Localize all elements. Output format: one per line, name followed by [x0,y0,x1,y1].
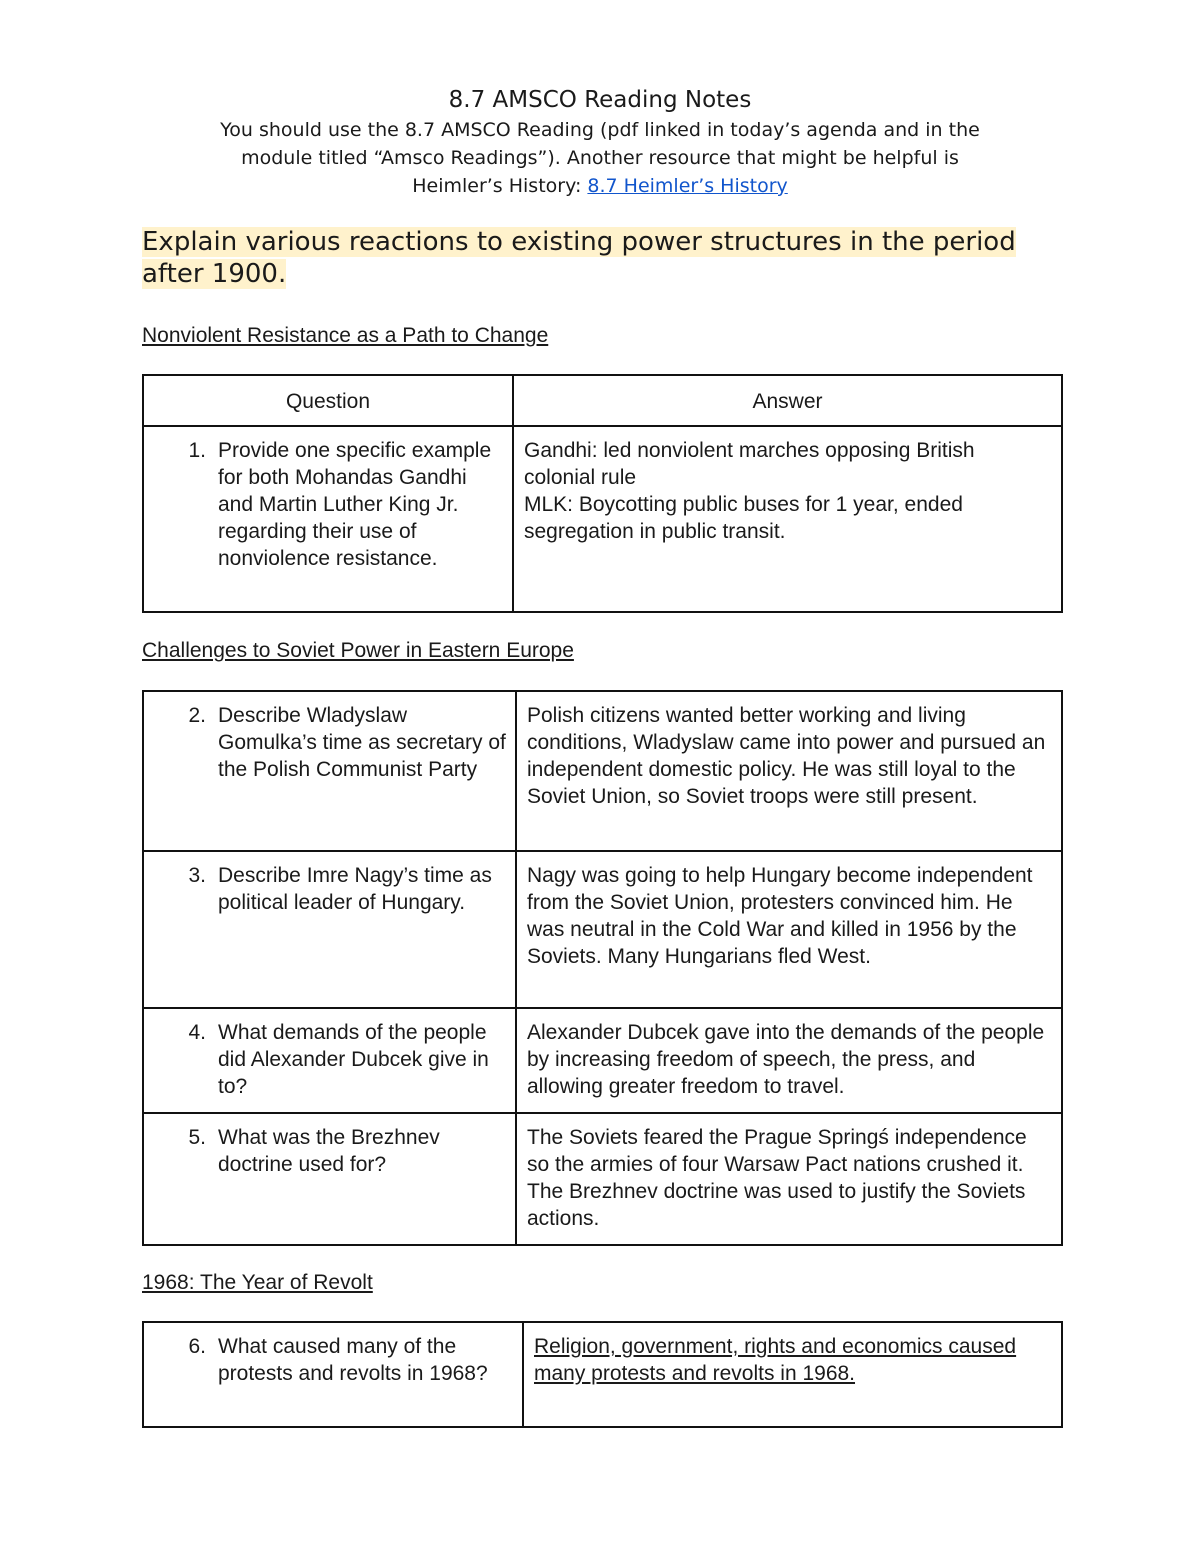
table-row [143,691,1062,851]
answer-cell[interactable]: Polish citizens wanted better working and living conditions, Wladyslaw came into power and pursued an independent domestic policy. He was still loyal to the Soviet Union, so Soviet troops were still present. [516,691,1062,851]
table-row [143,1113,1062,1245]
column-header-question: Question [143,375,513,426]
question-number: 5. [188,1126,206,1149]
document-header [0,84,1200,200]
table-row [143,426,1062,612]
answer-cell[interactable] [513,426,1062,612]
learning-objective [142,226,1022,290]
learning-objective-text: Explain various reactions to existing power structures in the period after 1900. [142,227,1016,289]
question-text: What caused many of the protests and revolts in 1968? [218,1335,488,1385]
table-row [143,851,1062,1008]
question-number: 1. [188,439,206,462]
question-text: What demands of the people did Alexander Dubcek give in to? [218,1021,489,1098]
question-text: Provide one specific example for both Mohandas Gandhi and Martin Luther King Jr. regarding their use of nonviolence resistance. [218,439,492,570]
answer-cell[interactable] [523,1322,1062,1427]
table-header-row [143,375,1062,426]
question-cell [143,691,516,851]
answer-cell[interactable]: Nagy was going to help Hungary become independent from the Soviet Union, protesters convinced him. He was neutral in the Cold War and killed in 1956 by the Soviets. Many Hungarians fled West. [516,851,1062,1008]
table-soviet-power [142,690,1063,1246]
question-text: What was the Brezhnev doctrine used for? [218,1126,440,1176]
question-cell [143,1113,516,1245]
question-number: 2. [188,704,206,727]
section-heading-soviet-power: Challenges to Soviet Power in Eastern Europe [142,639,574,662]
section-heading-nonviolent: Nonviolent Resistance as a Path to Change [142,324,549,347]
answer-cell[interactable]: Alexander Dubcek gave into the demands of the people by increasing freedom of speech, the press, and allowing greater freedom to travel. [516,1008,1062,1113]
question-cell [143,1008,516,1113]
column-header-answer: Answer [513,375,1062,426]
instructions-line-1: You should use the 8.7 AMSCO Reading (pdf linked in today’s agenda and in the [220,119,980,141]
question-text: Describe Wladyslaw Gomulka’s time as secretary of the Polish Communist Party [218,704,506,781]
answer-cell[interactable]: The Soviets feared the Prague Springś independence so the armies of four Warsaw Pact nations crushed it. The Brezhnev doctrine was used to justify the Soviets actions. [516,1113,1062,1245]
question-number: 6. [188,1335,206,1358]
answer-text: Religion, government, rights and economics caused many protests and revolts in 1968. [534,1335,1017,1385]
instructions-line-2: module titled “Amsco Readings”). Another resource that might be helpful is [241,147,959,169]
answer-text-mlk: MLK: Boycotting public buses for 1 year, ended segregation in public transit. [524,493,963,543]
question-cell [143,426,513,612]
question-text: Describe Imre Nagy’s time as political leader of Hungary. [218,864,492,914]
document-title: 8.7 AMSCO Reading Notes [448,87,752,113]
resource-label: Heimler’s History: [412,175,588,197]
table-row [143,1322,1062,1427]
question-number: 3. [188,864,206,887]
question-number: 4. [188,1021,206,1044]
answer-text-gandhi: Gandhi: led nonviolent marches opposing British colonial rule [524,439,975,489]
instructions-line-3 [0,172,1200,200]
table-nonviolent-resistance [142,374,1063,613]
table-year-of-revolt [142,1321,1063,1428]
heimlers-history-link[interactable]: 8.7 Heimler’s History [587,175,788,197]
question-cell [143,851,516,1008]
question-cell [143,1322,523,1427]
section-heading-1968: 1968: The Year of Revolt [142,1271,373,1294]
table-row [143,1008,1062,1113]
